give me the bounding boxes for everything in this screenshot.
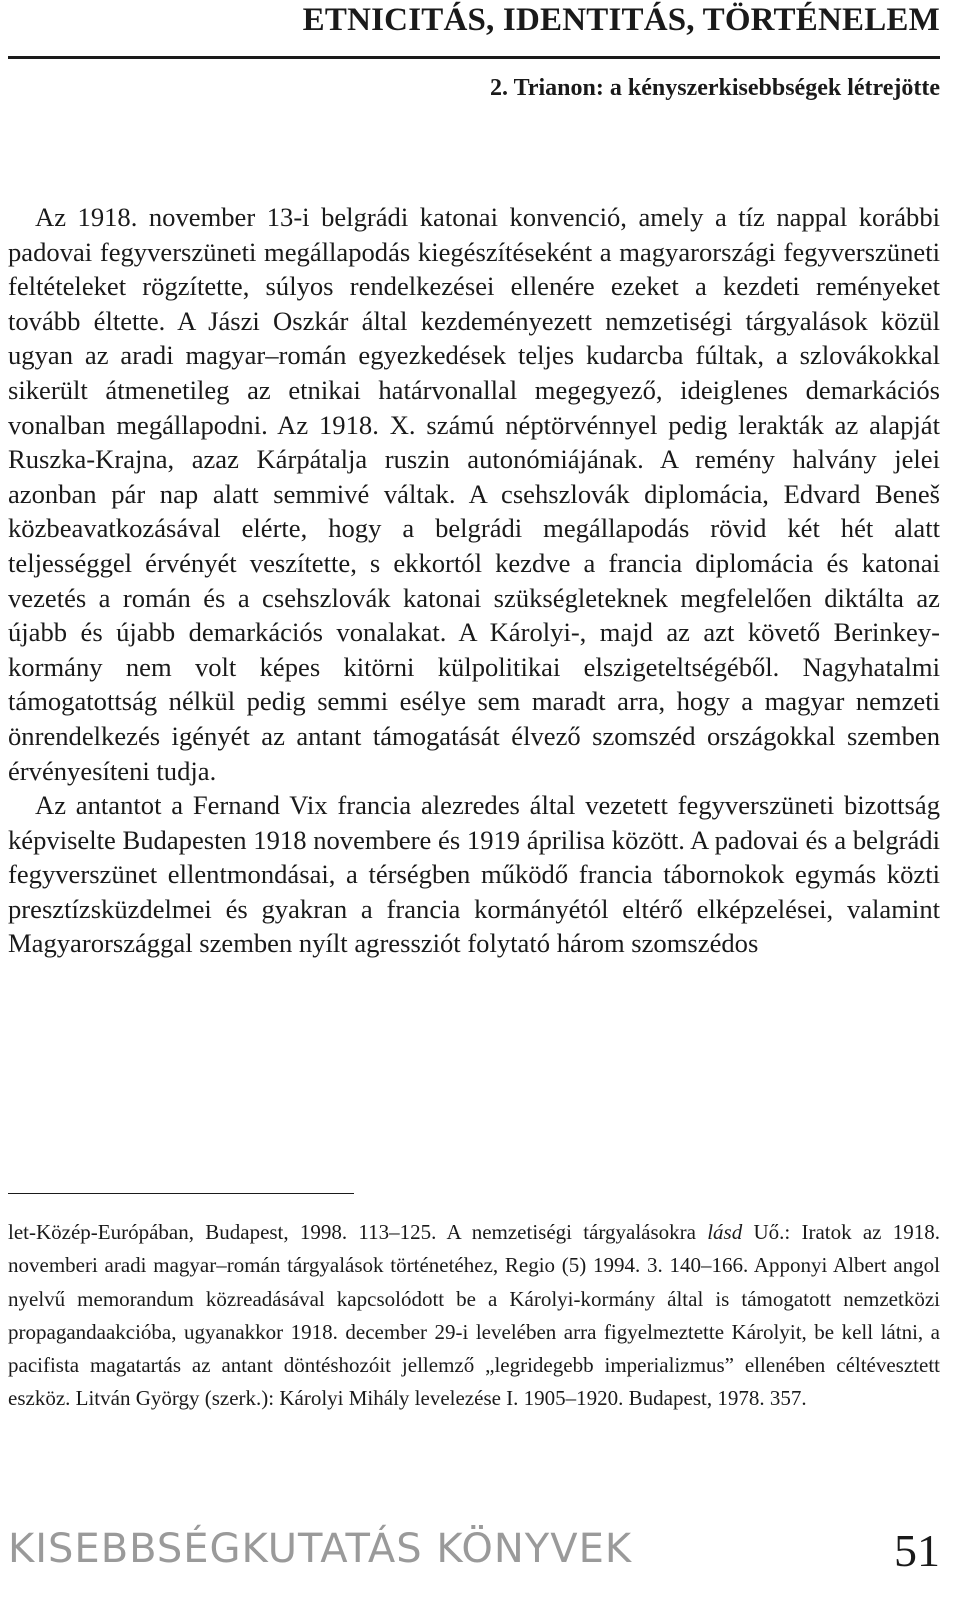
- footnote-text-start: let-Közép-Európában, Budapest, 1998. 113–125. A nemzetiségi tárgyalásokra: [8, 1220, 708, 1244]
- footnote-italic: lásd: [707, 1220, 743, 1244]
- paragraph-2: Az antantot a Fernand Vix francia alezredes által vezetett fegyverszüneti bizottság képviselte Budapesten 1918 novembere és 1919 áprilisa között. A padovai és a belgrádi fegyverszünet ellentmondásai, a térségben működő francia tábornokok egymás közti presztízsküzdelmei és gyakran a francia kormányétól eltérő elképzelései, valamint Magyarországgal szemben nyílt agressziót folytató három szomszédos: [8, 790, 940, 959]
- header-rule: [8, 56, 940, 59]
- footnote-text: [8, 1216, 940, 1416]
- book-page: [8, 0, 940, 1598]
- chapter-title: 2. Trianon: a kényszerkisebbségek létrejötte: [490, 75, 940, 101]
- footnote-separator: [8, 1193, 354, 1194]
- paragraph-1: Az 1918. november 13-i belgrádi katonai konvenció, amely a tíz nappal korábbi padovai fegyverszüneti megállapodás kiegészítéseként a magyarországi fegyverszüneti feltételeket rögzítette, súlyos rendelkezései ellenére ezeket a kezdeti reményeket tovább éltette. A Jászi Oszkár által kezdeményezett nemzetiségi tárgyalások közül ugyan az aradi magyar–román egyezkedések teljes kudarcba fúltak, a szlovákokkal sikerült átmenetileg az etnikai határvonallal megegyező, ideiglenes demarkációs vonalban megállapodni. Az 1918. X. számú néptörvénnyel pedig lerakták az alapját Ruszka-Krajna, azaz Kárpátalja ruszin autonómiájának. A remény halvány jelei azonban pár nap alatt semmivé váltak. A csehszlovák diplomácia, Edvard Beneš közbeavatkozásával elérte, hogy a belgrádi megállapodás rövid két hét alatt teljességgel érvényét veszítette, s ekkortól kezdve a francia diplomácia és katonai vezetés a román és a csehszlovák katonai szükségleteknek megfelelően diktálta az újabb és újabb demarkációs vonalakat. A Károlyi-, majd az azt követő Berinkey-kormány nem volt képes kitörni külpolitikai elszigeteltségéből. Nagyhatalmi támogatottság nélkül pedig semmi esélye sem maradt arra, hogy a magyar nemzeti önrendelkezés igényét az antant támogatását élvező szomszéd országokkal szemben érvényesíteni tudja.: [8, 202, 940, 786]
- page-number: 51: [894, 1525, 940, 1576]
- running-title: ETNICITÁS, IDENTITÁS, TÖRTÉNELEM: [302, 2, 940, 38]
- main-text: [8, 200, 940, 961]
- footnote-text-rest: Uő.: Iratok az 1918. novemberi aradi magyar–román tárgyalások történetéhez, Regio (5) 1994. 3. 140–166. Apponyi Albert angol nyelvű memorandum közreadásával kapcsolódott be a Károlyi-kormány által is támogatott nemzetközi propagandaakcióba, ugyanakkor 1918. december 29-i levelében arra figyelmeztette Károlyit, be kell látni, a pacifista magatartás az antant döntéshozóit jellemző „legridegebb imperializmus” ellenében céltévesztett eszköz. Litván György (szerk.): Károlyi Mihály levelezése I. 1905–1920. Budapest, 1978. 357.: [8, 1220, 940, 1411]
- page-footer: [8, 1526, 940, 1586]
- footnote: [8, 1216, 940, 1416]
- series-name: KISEBBSÉGKUTATÁS KÖNYVEK: [8, 1526, 633, 1572]
